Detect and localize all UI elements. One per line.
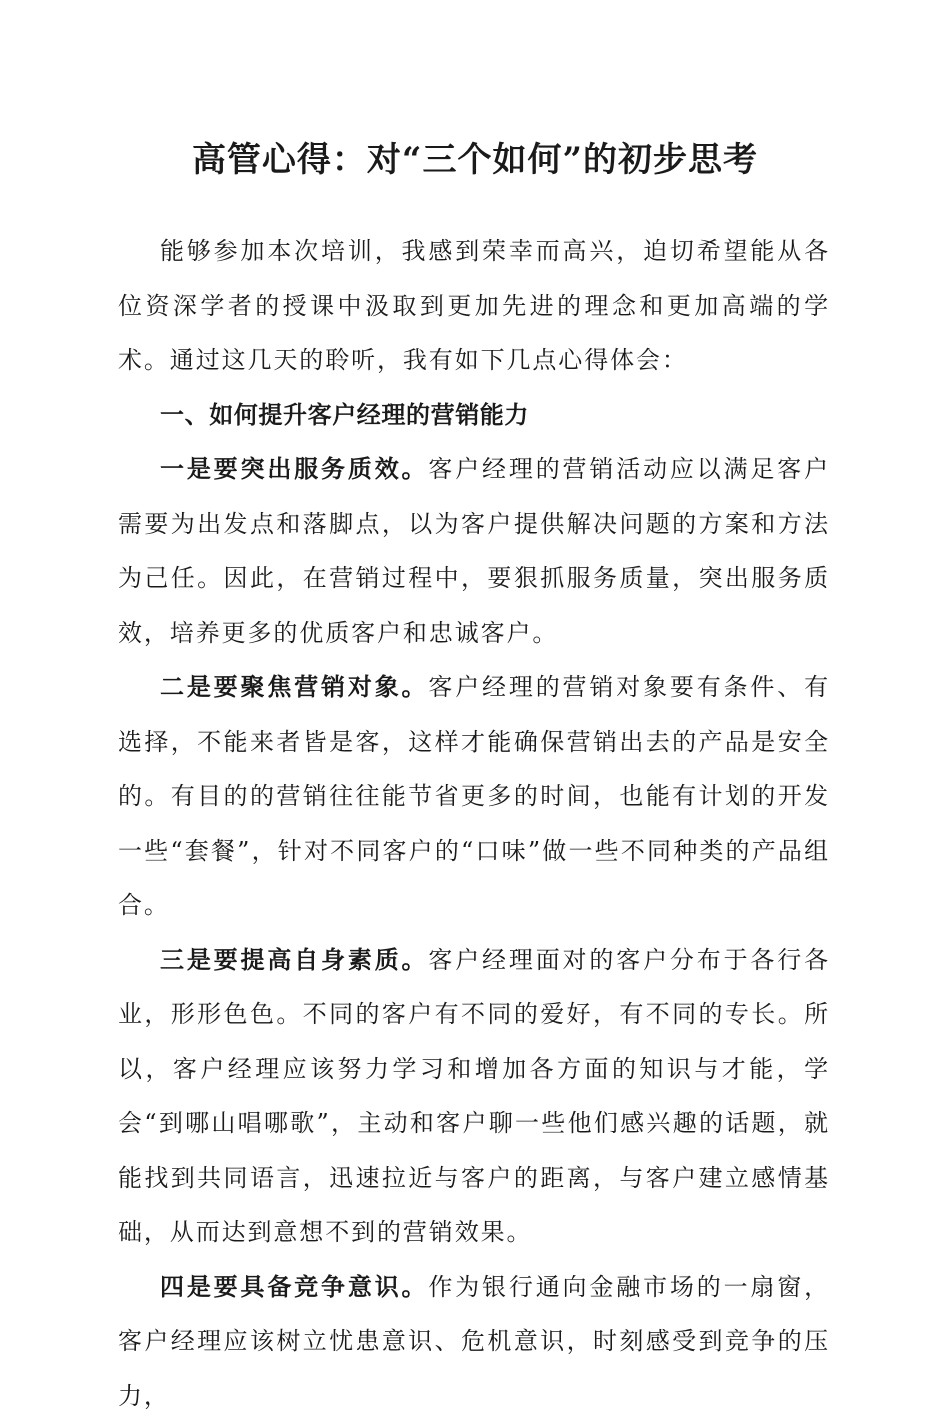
point-paragraph-2: [118, 660, 830, 933]
point-lead-1: 一是要突出服务质效。: [160, 454, 428, 483]
point-text-4: 作为银行通向金融市场的一扇窗，客户经理应该树立忧患意识、危机意识，时刻感受到竞争的压力，: [118, 1273, 830, 1410]
point-paragraph-4: [118, 1260, 830, 1423]
document-body: [118, 224, 830, 1423]
point-paragraph-3: [118, 933, 830, 1260]
point-lead-3: 三是要提高自身素质。: [160, 945, 428, 974]
section-heading: 一、如何提升客户经理的营销能力: [118, 388, 830, 443]
point-lead-4: 四是要具备竞争意识。: [160, 1272, 428, 1301]
point-paragraph-1: [118, 442, 830, 660]
point-text-3: 客户经理面对的客户分布于各行各业，形形色色。不同的客户有不同的爱好，有不同的专长。所以，客户经理应该努力学习和增加各方面的知识与才能，学会“到哪山唱哪歌”，主动和客户聊一些他们感兴趣的话题，就能找到共同语言，迅速拉近与客户的距离，与客户建立感情基础，从而达到意想不到的营销效果。: [118, 946, 830, 1247]
point-text-2: 客户经理的营销对象要有条件、有选择，不能来者皆是客，这样才能确保营销出去的产品是安全的。有目的的营销往往能节省更多的时间，也能有计划的开发一些“套餐”，针对不同客户的“口味”做一些不同种类的产品组合。: [118, 673, 830, 919]
point-lead-2: 二是要聚焦营销对象。: [160, 672, 428, 701]
document-title: 高管心得：对“三个如何”的初步思考: [0, 134, 950, 186]
point-text-1: 客户经理的营销活动应以满足客户需要为出发点和落脚点，以为客户提供解决问题的方案和方法为己任。因此，在营销过程中，要狠抓服务质量，突出服务质效，培养更多的优质客户和忠诚客户。: [118, 455, 830, 647]
intro-paragraph: 能够参加本次培训，我感到荣幸而高兴，迫切希望能从各位资深学者的授课中汲取到更加先进的理念和更加高端的学术。通过这几天的聆听，我有如下几点心得体会：: [118, 224, 830, 388]
